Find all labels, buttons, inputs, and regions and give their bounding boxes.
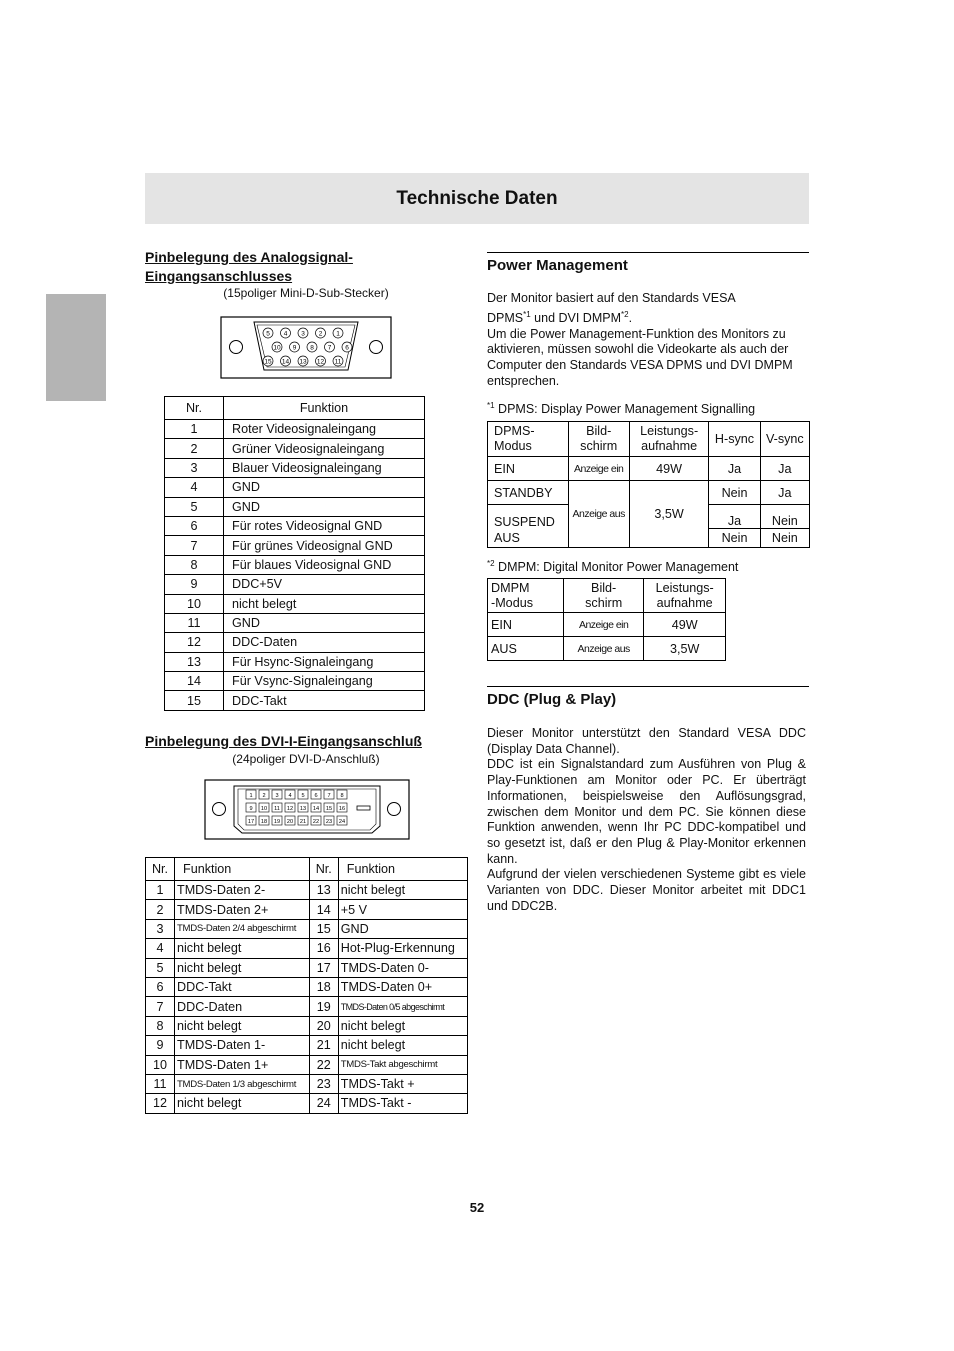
pin-function: nicht belegt — [224, 594, 425, 613]
ddc-p3: Aufgrund der vielen verschiedenen Systeme gibt es viele Varianten von DDC. Dieser Monitor arbeitet mit DDC1 und DDC2B. — [487, 867, 806, 913]
power-paragraph — [487, 291, 809, 389]
header-leist-1: Leistungs- — [655, 580, 714, 595]
pin-label: 14 — [312, 806, 320, 812]
bild-cell: Anzeige ein — [563, 613, 643, 637]
pin-function: Für Hsync-Signaleingang — [224, 652, 425, 671]
pin-nr: 5 — [146, 958, 175, 977]
pin-function: TMDS-Daten 2- — [175, 881, 310, 900]
vsync-cell: Ja — [760, 457, 809, 481]
pin-function: TMDS-Daten 0- — [338, 958, 467, 977]
pin-label: 2 — [262, 793, 266, 799]
pin-label: 18 — [260, 819, 268, 825]
leist-cell: 3,5W — [644, 637, 726, 661]
header-mode-2: Modus — [494, 439, 532, 453]
header-bild-1: Bild- — [586, 424, 612, 438]
pin-label: 8 — [310, 344, 314, 352]
pin-function: nicht belegt — [175, 1094, 310, 1113]
analog-caption: (15poliger Mini-D-Sub-Stecker) — [223, 286, 389, 300]
vsync-cell: Nein — [760, 529, 809, 548]
pin-nr: 2 — [146, 900, 175, 919]
header-funktion-right: Funktion — [338, 858, 467, 881]
footnote-mark-1: *1 — [523, 309, 531, 319]
footnote-text: DMPM: Digital Monitor Power Management — [494, 560, 739, 575]
pin-label: 21 — [299, 819, 307, 825]
table-row — [488, 457, 810, 481]
hsync-cell: Ja — [709, 505, 760, 529]
pin-nr: 6 — [165, 516, 224, 535]
power-divider — [487, 252, 809, 253]
pin-nr: 13 — [165, 652, 224, 671]
header-leistung — [629, 422, 708, 457]
pin-function: TMDS-Daten 2+ — [175, 900, 310, 919]
pin-nr: 5 — [165, 497, 224, 516]
table-row — [146, 997, 468, 1016]
pin-function: Roter Videosignaleingang — [224, 420, 425, 439]
header-vsync: V-sync — [760, 422, 809, 457]
pin-nr: 12 — [146, 1094, 175, 1113]
title-bar — [145, 173, 809, 224]
pin-label: 11 — [334, 358, 342, 366]
pin-nr: 14 — [309, 900, 338, 919]
pin-nr: 11 — [165, 613, 224, 632]
header-bild-2: schirm — [580, 439, 618, 453]
pin-label: 2 — [318, 330, 323, 338]
pin-label: 10 — [260, 806, 268, 812]
header-nr-right: Nr. — [309, 858, 338, 881]
header-leist-2: aufnahme — [641, 439, 698, 453]
pin-label: 10 — [273, 344, 281, 352]
pin-label: 22 — [312, 819, 320, 825]
pin-nr: 21 — [309, 1036, 338, 1055]
power-p2: Um die Power Management-Funktion des Monitors zu aktivieren, müssen sowohl die Videokarte als auch der Computer den Standards VESA DPMS und DVI DMPM entsprechen. — [487, 326, 793, 388]
pin-label: 15 — [325, 806, 333, 812]
dvi-pin-table — [145, 857, 468, 1114]
pin-label: 7 — [327, 344, 332, 352]
table-row — [165, 691, 425, 710]
pin-nr: 3 — [146, 919, 175, 938]
pin-function: Blauer Videosignaleingang — [224, 458, 425, 477]
power-heading: Power Management — [487, 257, 628, 274]
pin-nr: 7 — [165, 536, 224, 555]
header-bild-1: Bild- — [591, 580, 617, 595]
pin-label: 3 — [275, 793, 279, 799]
vsync-cell: Nein — [760, 505, 809, 529]
pin-nr: 14 — [165, 672, 224, 691]
pin-nr: 7 — [146, 997, 175, 1016]
pin-function: DDC+5V — [224, 575, 425, 594]
dpms-term: DPMS — [487, 310, 524, 325]
pin-nr: 8 — [146, 1016, 175, 1035]
analog-heading-line2: Eingangsanschlusses — [145, 268, 293, 284]
pin-function: TMDS-Takt - — [338, 1094, 467, 1113]
footnote-mark-2: *2 — [621, 309, 629, 319]
leist-cell: 49W — [644, 613, 726, 637]
header-hsync: H-sync — [709, 422, 760, 457]
pin-function: GND — [224, 497, 425, 516]
table-row — [488, 637, 726, 661]
leist-cell: 3,5W — [629, 481, 708, 548]
pin-function: Grüner Videosignaleingang — [224, 439, 425, 458]
pin-function: nicht belegt — [338, 1016, 467, 1035]
footnote-dpms — [487, 401, 755, 416]
pin-label: 13 — [299, 358, 307, 366]
pin-nr: 1 — [165, 420, 224, 439]
footnote-mark: *1 — [487, 401, 495, 410]
pin-nr: 11 — [146, 1074, 175, 1093]
table-row — [165, 536, 425, 555]
table-row — [165, 458, 425, 477]
header-leistung — [644, 579, 726, 613]
mode-cell: AUS — [488, 529, 569, 548]
ddc-divider — [487, 686, 809, 687]
pin-nr: 6 — [146, 977, 175, 996]
dmpm-term: und DVI DMPM — [530, 310, 621, 325]
pin-function: DDC-Daten — [224, 633, 425, 652]
header-funktion: Funktion — [224, 397, 425, 420]
table-row — [165, 555, 425, 574]
hsync-cell: Ja — [709, 457, 760, 481]
header-nr: Nr. — [165, 397, 224, 420]
table-row — [165, 575, 425, 594]
pin-nr: 3 — [165, 458, 224, 477]
pin-nr: 1 — [146, 881, 175, 900]
bild-cell: Anzeige aus — [568, 481, 629, 548]
pin-nr: 17 — [309, 958, 338, 977]
hsync-cell: Nein — [709, 529, 760, 548]
pin-function: DDC-Takt — [175, 977, 310, 996]
dmpm-table — [487, 578, 726, 661]
pin-label: 23 — [325, 819, 333, 825]
pin-function: nicht belegt — [175, 939, 310, 958]
table-row — [146, 919, 468, 938]
mode-cell: STANDBY — [488, 481, 569, 505]
pin-function: Für rotes Videosignal GND — [224, 516, 425, 535]
ddc-heading: DDC (Plug & Play) — [487, 691, 617, 708]
table-row — [146, 958, 468, 977]
header-mode — [488, 422, 569, 457]
pin-nr: 9 — [165, 575, 224, 594]
pin-nr: 15 — [309, 919, 338, 938]
table-row — [165, 613, 425, 632]
analog-heading — [145, 248, 353, 286]
pin-nr: 8 — [165, 555, 224, 574]
header-leist-1: Leistungs- — [640, 424, 699, 438]
pin-nr: 23 — [309, 1074, 338, 1093]
pin-label: 9 — [249, 806, 253, 812]
bild-cell: Anzeige aus — [563, 637, 643, 661]
header-bild-2: schirm — [585, 595, 623, 610]
table-row — [165, 594, 425, 613]
pin-nr: 24 — [309, 1094, 338, 1113]
table-header-row — [488, 422, 810, 457]
pin-label: 16 — [338, 806, 346, 812]
pin-function: +5 V — [338, 900, 467, 919]
pin-function: TMDS-Daten 0/5 abgeschirmt — [338, 997, 467, 1016]
table-row — [165, 439, 425, 458]
table-row — [165, 672, 425, 691]
pin-label: 4 — [283, 330, 288, 338]
leist-cell: 49W — [629, 457, 708, 481]
header-nr-left: Nr. — [146, 858, 175, 881]
hsync-cell: Nein — [709, 481, 760, 505]
pin-label: 20 — [286, 819, 294, 825]
ddc-p1: Dieser Monitor unterstützt den Standard VESA DDC (Display Data Channel). — [487, 726, 806, 756]
table-row — [165, 497, 425, 516]
pin-function: TMDS-Daten 2/4 abgeschirmt — [175, 919, 310, 938]
table-row — [488, 481, 810, 505]
pin-label: 15 — [264, 358, 272, 366]
table-row — [488, 613, 726, 637]
pin-function: nicht belegt — [338, 881, 467, 900]
pin-function: nicht belegt — [175, 958, 310, 977]
section-tab-marker — [46, 294, 106, 401]
pin-function: Hot-Plug-Erkennung — [338, 939, 467, 958]
table-row — [146, 1094, 468, 1113]
pin-nr: 13 — [309, 881, 338, 900]
pin-nr: 9 — [146, 1036, 175, 1055]
table-header-row — [165, 397, 425, 420]
pin-function: Für grünes Videosignal GND — [224, 536, 425, 555]
mode-cell: EIN — [488, 457, 569, 481]
pin-label: 1 — [249, 793, 253, 799]
pin-label: 17 — [247, 819, 255, 825]
table-row — [146, 977, 468, 996]
ddc-paragraph — [487, 726, 806, 914]
pin-label: 12 — [286, 806, 294, 812]
pin-label: 11 — [274, 806, 280, 812]
pin-function: DDC-Daten — [175, 997, 310, 1016]
table-row — [165, 420, 425, 439]
table-header-row — [488, 579, 726, 613]
pin-function: nicht belegt — [175, 1016, 310, 1035]
table-row — [165, 633, 425, 652]
dvi-caption: (24poliger DVI-D-Anschluß) — [232, 752, 380, 766]
period: . — [628, 310, 633, 325]
header-mode — [488, 579, 564, 613]
table-row — [146, 939, 468, 958]
table-row — [165, 516, 425, 535]
pin-nr: 16 — [309, 939, 338, 958]
pin-nr: 10 — [165, 594, 224, 613]
pin-function: TMDS-Daten 0+ — [338, 977, 467, 996]
pin-function: DDC-Takt — [224, 691, 425, 710]
pin-label: 8 — [340, 793, 344, 799]
pin-label: 12 — [316, 358, 325, 366]
mode-cell: AUS — [488, 637, 564, 661]
pin-label: 4 — [288, 793, 292, 799]
header-mode-1: DMPM — [491, 580, 530, 595]
analog-pin-table — [164, 396, 425, 711]
footnote-mark: *2 — [487, 559, 495, 568]
bild-cell: Anzeige ein — [568, 457, 629, 481]
pin-label: 6 — [314, 793, 318, 799]
pin-function: GND — [338, 919, 467, 938]
table-row — [146, 881, 468, 900]
pin-nr: 15 — [165, 691, 224, 710]
table-row — [146, 900, 468, 919]
pin-nr: 12 — [165, 633, 224, 652]
analog-heading-line1: Pinbelegung des Analogsignal- — [145, 249, 353, 265]
table-row — [146, 1074, 468, 1093]
header-bildschirm — [568, 422, 629, 457]
dsub-connector-diagram — [220, 316, 392, 379]
pin-label: 7 — [327, 793, 331, 799]
pin-label: 14 — [281, 358, 290, 366]
pin-function: Für Vsync-Signaleingang — [224, 672, 425, 691]
pin-function: GND — [224, 613, 425, 632]
ddc-p2: DDC ist ein Signalstandard zum Ausführen von Plug & Play-Funktionen am Monitor oder PC. Er überträgt Informationen, beispielsweise den Auflösungsgrad, zwischen dem Monitor und dem PC. Sie können diese Funktion anwenden, wenn Ihr PC DDC-kompatibel und so gesetzt ist, daß er den Plug & Play-Monitor erkennen kann. — [487, 757, 806, 866]
page-number: 52 — [469, 1200, 485, 1215]
pin-label: 5 — [301, 793, 305, 799]
header-bildschirm — [563, 579, 643, 613]
pin-nr: 4 — [165, 478, 224, 497]
pin-function: TMDS-Daten 1/3 abgeschirmt — [175, 1074, 310, 1093]
dpms-table — [487, 421, 810, 548]
pin-label: 6 — [345, 344, 349, 352]
pin-label: 5 — [266, 330, 270, 338]
table-row — [146, 1016, 468, 1035]
mode-cell: SUSPEND — [488, 505, 569, 529]
table-row — [165, 478, 425, 497]
pin-function: nicht belegt — [338, 1036, 467, 1055]
pin-nr: 4 — [146, 939, 175, 958]
dvi-connector-diagram — [204, 779, 410, 840]
pin-label: 24 — [338, 819, 346, 825]
pin-function: TMDS-Takt + — [338, 1074, 467, 1093]
pin-function: TMDS-Takt abgeschirmt — [338, 1055, 467, 1074]
pin-label: 9 — [292, 344, 297, 352]
dvi-heading: Pinbelegung des DVI-I-Eingangsanschluß — [145, 733, 422, 749]
pin-function: Für blaues Videosignal GND — [224, 555, 425, 574]
pin-label: 19 — [273, 819, 281, 825]
pin-nr: 20 — [309, 1016, 338, 1035]
power-p1-line1: Der Monitor basiert auf den Standards VESA — [487, 291, 736, 305]
pin-nr: 18 — [309, 977, 338, 996]
pin-nr: 10 — [146, 1055, 175, 1074]
pin-label: 13 — [299, 806, 307, 812]
header-mode-1: DPMS- — [494, 424, 535, 438]
header-mode-2: -Modus — [491, 595, 533, 610]
pin-nr: 19 — [309, 997, 338, 1016]
vsync-cell: Ja — [760, 481, 809, 505]
pin-nr: 2 — [165, 439, 224, 458]
pin-function: GND — [224, 478, 425, 497]
table-row — [165, 652, 425, 671]
table-header-row — [146, 858, 468, 881]
pin-label: 1 — [336, 330, 340, 338]
pin-function: TMDS-Daten 1+ — [175, 1055, 310, 1074]
mode-cell: EIN — [488, 613, 564, 637]
header-leist-2: aufnahme — [656, 595, 713, 610]
footnote-dmpm — [487, 559, 738, 574]
page-title: Technische Daten — [396, 188, 558, 209]
table-row — [146, 1055, 468, 1074]
pin-label: 3 — [301, 330, 305, 338]
table-row — [146, 1036, 468, 1055]
pin-nr: 22 — [309, 1055, 338, 1074]
header-funktion-left: Funktion — [175, 858, 310, 881]
pin-function: TMDS-Daten 1- — [175, 1036, 310, 1055]
footnote-text: DPMS: Display Power Management Signalling — [494, 402, 756, 417]
power-p1-line2 — [487, 307, 809, 327]
